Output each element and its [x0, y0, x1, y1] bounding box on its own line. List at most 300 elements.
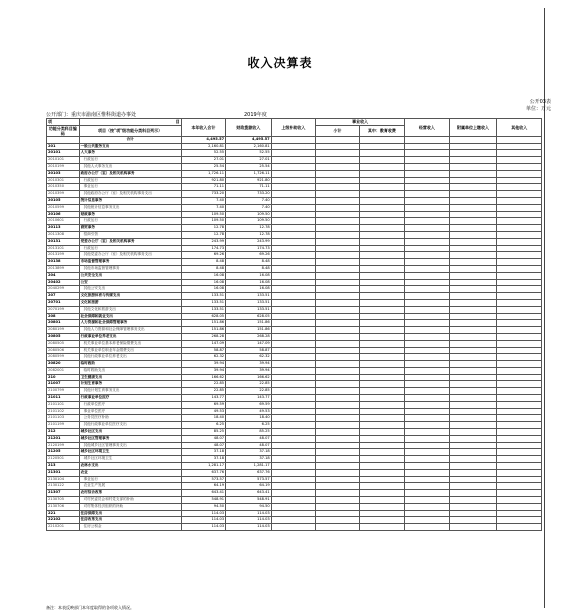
- code-cell: 21205: [47, 449, 80, 456]
- operating-cell: [405, 157, 450, 164]
- operating-cell: [405, 197, 450, 204]
- name-cell: 财政事务: [79, 211, 181, 218]
- education-fee-cell: [359, 197, 405, 204]
- business-subtotal-cell: [316, 374, 359, 381]
- education-fee-cell: [359, 163, 405, 170]
- operating-cell: [405, 320, 450, 327]
- other-cell: [497, 333, 542, 340]
- operating-cell: [405, 252, 450, 259]
- other-cell: [497, 347, 542, 354]
- operating-cell: [405, 367, 450, 374]
- total-income-cell: 7.40: [181, 197, 226, 204]
- business-subtotal-cell: [316, 306, 359, 313]
- total-income-cell: 25.54: [181, 163, 226, 170]
- code-cell: 2013199: [47, 252, 80, 259]
- business-subtotal-cell: [316, 231, 359, 238]
- business-subtotal-cell: [316, 320, 359, 327]
- operating-cell: [405, 333, 450, 340]
- affiliated-cell: [449, 401, 497, 408]
- other-cell: [497, 143, 542, 150]
- fiscal-cell: 52.55: [226, 150, 272, 157]
- operating-cell: [405, 265, 450, 272]
- affiliated-cell: [449, 150, 497, 157]
- table-row: [47, 408, 542, 415]
- operating-cell: [405, 469, 450, 476]
- other-cell: [497, 524, 542, 531]
- operating-cell: [405, 449, 450, 456]
- code-cell: 2130706: [47, 503, 80, 510]
- code-cell: 20701: [47, 299, 80, 306]
- total-income-cell: 58.87: [181, 347, 226, 354]
- education-fee-cell: [359, 510, 405, 517]
- affiliated-cell: [449, 197, 497, 204]
- other-cell: [497, 510, 542, 517]
- table-body: [47, 136, 542, 530]
- affiliated-cell: [449, 367, 497, 374]
- table-row: [47, 245, 542, 252]
- code-cell: 2010199: [47, 163, 80, 170]
- other-cell: [497, 517, 542, 524]
- total-income-cell: 18.40: [181, 415, 226, 422]
- code-cell: 20138: [47, 259, 80, 266]
- code-cell: 20801: [47, 320, 80, 327]
- table-row: [47, 327, 542, 334]
- name-cell: 其他市场监督管理事务: [79, 265, 181, 272]
- business-subtotal-cell: [316, 259, 359, 266]
- other-cell: [497, 279, 542, 286]
- superior-cell: [271, 197, 316, 204]
- income-table: [46, 118, 542, 531]
- business-subtotal-cell: [316, 456, 359, 463]
- table-row: [47, 184, 542, 191]
- fiscal-cell: 39.94: [226, 361, 272, 368]
- fiscal-cell: 151.86: [226, 320, 272, 327]
- name-cell: 卫生健康支出: [79, 374, 181, 381]
- superior-cell: [271, 299, 316, 306]
- education-fee-cell: [359, 524, 405, 531]
- name-cell: 农村综合改革: [79, 490, 181, 497]
- table-row: [47, 218, 542, 225]
- table-row: [47, 238, 542, 245]
- other-cell: [497, 231, 542, 238]
- other-cell: [497, 408, 542, 415]
- table-row: [47, 163, 542, 170]
- table-row: [47, 388, 542, 395]
- code-cell: 2070199: [47, 306, 80, 313]
- total-income-cell: 16.08: [181, 272, 226, 279]
- fiscal-cell: 62.32: [226, 354, 272, 361]
- total-income-cell: 69.59: [181, 401, 226, 408]
- operating-cell: [405, 408, 450, 415]
- table-row: [47, 354, 542, 361]
- code-cell: 2011308: [47, 231, 80, 238]
- operating-cell: [405, 361, 450, 368]
- total-income-cell: 2,160.81: [181, 143, 226, 150]
- other-cell: [497, 259, 542, 266]
- affiliated-cell: [449, 225, 497, 232]
- code-cell: 22102: [47, 517, 80, 524]
- header-name: 项目（按"项"级功能分类科目列示）: [79, 125, 181, 136]
- table-row: [47, 279, 542, 286]
- affiliated-cell: [449, 218, 497, 225]
- code-cell: 2100799: [47, 388, 80, 395]
- affiliated-cell: [449, 354, 497, 361]
- education-fee-cell: [359, 231, 405, 238]
- header-row: [47, 119, 542, 126]
- fiscal-cell: 921.80: [226, 177, 272, 184]
- fiscal-cell: 174.73: [226, 245, 272, 252]
- other-cell: [497, 184, 542, 191]
- other-cell: [497, 456, 542, 463]
- other-cell: [497, 299, 542, 306]
- education-fee-cell: [359, 259, 405, 266]
- table-row: [47, 204, 542, 211]
- code-cell: 21307: [47, 490, 80, 497]
- name-cell: 文化和旅游: [79, 299, 181, 306]
- total-income-cell: 243.99: [181, 238, 226, 245]
- business-subtotal-cell: [316, 143, 359, 150]
- table-row: [47, 374, 542, 381]
- code-cell: 207: [47, 293, 80, 300]
- business-subtotal-cell: [316, 469, 359, 476]
- name-cell: 其他统计信息事务支出: [79, 204, 181, 211]
- operating-cell: [405, 306, 450, 313]
- table-row: [47, 197, 542, 204]
- business-subtotal-cell: [316, 503, 359, 510]
- affiliated-cell: [449, 327, 497, 334]
- superior-cell: [271, 490, 316, 497]
- superior-cell: [271, 143, 316, 150]
- other-cell: [497, 354, 542, 361]
- table-row: [47, 469, 542, 476]
- name-cell: 其他人力资源和社会保障管理事务支出: [79, 327, 181, 334]
- education-fee-cell: [359, 170, 405, 177]
- operating-cell: [405, 143, 450, 150]
- operating-cell: [405, 456, 450, 463]
- name-cell: 招商引资: [79, 231, 181, 238]
- business-subtotal-cell: [316, 163, 359, 170]
- operating-cell: [405, 299, 450, 306]
- operating-cell: [405, 245, 450, 252]
- operating-cell: [405, 225, 450, 232]
- business-subtotal-cell: [316, 157, 359, 164]
- affiliated-cell: [449, 497, 497, 504]
- affiliated-cell: [449, 265, 497, 272]
- education-fee-cell: [359, 150, 405, 157]
- total-income-cell: 49.53: [181, 408, 226, 415]
- table-row: [47, 313, 542, 320]
- education-fee-cell: [359, 252, 405, 259]
- education-fee-cell: [359, 435, 405, 442]
- total-income-cell: 921.80: [181, 177, 226, 184]
- affiliated-cell: [449, 204, 497, 211]
- header-code: 功能分类科目编码: [47, 125, 80, 136]
- business-subtotal-cell: [316, 490, 359, 497]
- code-cell: 20101: [47, 150, 80, 157]
- business-subtotal-cell: [316, 497, 359, 504]
- operating-cell: [405, 415, 450, 422]
- fiscal-cell: 1,726.11: [226, 170, 272, 177]
- fiscal-cell: 151.86: [226, 327, 272, 334]
- table-row: [47, 333, 542, 340]
- total-income-cell: 143.77: [181, 395, 226, 402]
- superior-cell: [271, 429, 316, 436]
- affiliated-cell: [449, 469, 497, 476]
- other-cell: [497, 435, 542, 442]
- superior-cell: [271, 347, 316, 354]
- affiliated-cell: [449, 347, 497, 354]
- total-income-cell: 114.03: [181, 517, 226, 524]
- fiscal-cell: 7.40: [226, 197, 272, 204]
- education-fee-cell: [359, 517, 405, 524]
- header-other: 其他收入: [497, 119, 542, 137]
- other-cell: [497, 340, 542, 347]
- affiliated-cell: [449, 476, 497, 483]
- superior-cell: [271, 150, 316, 157]
- other-cell: [497, 265, 542, 272]
- code-cell: 20105: [47, 197, 80, 204]
- superior-cell: [271, 476, 316, 483]
- name-cell: 商贸事务: [79, 225, 181, 232]
- code-cell: 2082001: [47, 367, 80, 374]
- table-row: [47, 272, 542, 279]
- education-fee-cell: [359, 401, 405, 408]
- superior-cell: [271, 524, 316, 531]
- other-cell: [497, 306, 542, 313]
- superior-cell: [271, 238, 316, 245]
- other-cell: [497, 177, 542, 184]
- business-subtotal-cell: [316, 265, 359, 272]
- other-cell: [497, 327, 542, 334]
- code-cell: 204: [47, 272, 80, 279]
- code-cell: 212: [47, 429, 80, 436]
- total-income-cell: 174.73: [181, 245, 226, 252]
- code-cell: 2101199: [47, 422, 80, 429]
- superior-cell: [271, 327, 316, 334]
- header-total-income: 本年收入合计: [181, 119, 226, 137]
- business-subtotal-cell: [316, 286, 359, 293]
- table-row: [47, 510, 542, 517]
- affiliated-cell: [449, 388, 497, 395]
- affiliated-cell: [449, 252, 497, 259]
- year-label: 2019年度: [244, 112, 267, 118]
- name-cell: 文化旅游体育与传媒支出: [79, 293, 181, 300]
- operating-cell: [405, 231, 450, 238]
- affiliated-cell: [449, 374, 497, 381]
- education-fee-cell: [359, 388, 405, 395]
- fiscal-cell: 37.18: [226, 449, 272, 456]
- department-label: 公开部门：重庆市渝南区惟科街道办事处: [46, 112, 137, 118]
- education-fee-cell: [359, 497, 405, 504]
- other-cell: [497, 476, 542, 483]
- affiliated-cell: [449, 415, 497, 422]
- affiliated-cell: [449, 463, 497, 470]
- fiscal-cell: 637.76: [226, 469, 272, 476]
- total-income-cell: 1,281.17: [181, 463, 226, 470]
- operating-cell: [405, 503, 450, 510]
- education-fee-cell: [359, 361, 405, 368]
- table-row: [47, 306, 542, 313]
- business-subtotal-cell: [316, 388, 359, 395]
- superior-cell: [271, 361, 316, 368]
- education-fee-cell: [359, 374, 405, 381]
- total-income-cell: 133.51: [181, 306, 226, 313]
- education-fee-cell: [359, 143, 405, 150]
- code-cell: 208: [47, 313, 80, 320]
- name-cell: 住房保障支出: [79, 510, 181, 517]
- name-cell: 行政运行: [79, 245, 181, 252]
- superior-cell: [271, 170, 316, 177]
- table-row: [47, 483, 542, 490]
- total-income-cell: 8.48: [181, 265, 226, 272]
- code-cell: 21007: [47, 381, 80, 388]
- education-fee-cell: [359, 293, 405, 300]
- fiscal-cell: 133.51: [226, 293, 272, 300]
- business-subtotal-cell: [316, 449, 359, 456]
- business-subtotal-cell: [316, 170, 359, 177]
- table-row: [47, 177, 542, 184]
- fiscal-cell: 109.50: [226, 211, 272, 218]
- operating-cell: [405, 381, 450, 388]
- affiliated-cell: [449, 510, 497, 517]
- education-fee-cell: [359, 218, 405, 225]
- table-row: [47, 381, 542, 388]
- fiscal-cell: 71.11: [226, 184, 272, 191]
- code-cell: 21201: [47, 435, 80, 442]
- total-income-cell: 109.50: [181, 211, 226, 218]
- header-affiliated: 附属单位上缴收入: [449, 119, 497, 137]
- fiscal-cell: 133.51: [226, 306, 272, 313]
- education-fee-cell: [359, 483, 405, 490]
- business-subtotal-cell: [316, 136, 359, 143]
- name-cell: 临时救助: [79, 361, 181, 368]
- business-subtotal-cell: [316, 463, 359, 470]
- education-fee-cell: [359, 184, 405, 191]
- other-cell: [497, 170, 542, 177]
- fiscal-cell: 733.20: [226, 191, 272, 198]
- name-cell: 住房改革支出: [79, 517, 181, 524]
- total-income-cell: 268.28: [181, 333, 226, 340]
- other-cell: [497, 449, 542, 456]
- fiscal-cell: 114.03: [226, 510, 272, 517]
- name-cell: 事业单位医疗: [79, 408, 181, 415]
- total-income-cell: 12.78: [181, 225, 226, 232]
- affiliated-cell: [449, 231, 497, 238]
- education-fee-cell: [359, 157, 405, 164]
- operating-cell: [405, 259, 450, 266]
- business-subtotal-cell: [316, 225, 359, 232]
- affiliated-cell: [449, 381, 497, 388]
- total-income-cell: 37.18: [181, 456, 226, 463]
- fiscal-cell: 16.08: [226, 286, 272, 293]
- name-cell: 其他行政事业单位养老支出: [79, 354, 181, 361]
- name-cell: 社会保障和就业支出: [79, 313, 181, 320]
- operating-cell: [405, 476, 450, 483]
- affiliated-cell: [449, 177, 497, 184]
- fiscal-cell: 22.85: [226, 388, 272, 395]
- table-row: [47, 170, 542, 177]
- operating-cell: [405, 524, 450, 531]
- education-fee-cell: [359, 286, 405, 293]
- other-cell: [497, 225, 542, 232]
- operating-cell: [405, 177, 450, 184]
- fiscal-cell: 114.03: [226, 524, 272, 531]
- other-cell: [497, 442, 542, 449]
- operating-cell: [405, 184, 450, 191]
- table-row: [47, 435, 542, 442]
- fiscal-cell: 109.50: [226, 218, 272, 225]
- table-row: [47, 463, 542, 470]
- name-cell: 事业运行: [79, 184, 181, 191]
- business-subtotal-cell: [316, 238, 359, 245]
- name-cell: 住房公积金: [79, 524, 181, 531]
- total-income-cell: 643.41: [181, 490, 226, 497]
- header-mu: 目: [79, 119, 181, 126]
- table-row: [47, 347, 542, 354]
- fiscal-cell: 85.25: [226, 429, 272, 436]
- name-cell: 其他城乡社区管理事务支出: [79, 442, 181, 449]
- other-cell: [497, 252, 542, 259]
- business-subtotal-cell: [316, 211, 359, 218]
- total-income-cell: 52.55: [181, 150, 226, 157]
- name-cell: 市场监督管理事务: [79, 259, 181, 266]
- code-cell: 2010350: [47, 184, 80, 191]
- total-income-cell: 16.08: [181, 279, 226, 286]
- affiliated-cell: [449, 272, 497, 279]
- name-cell: 其他行政事业单位医疗支出: [79, 422, 181, 429]
- superior-cell: [271, 204, 316, 211]
- name-cell: 事业运行: [79, 476, 181, 483]
- name-cell: 临时救助支出: [79, 367, 181, 374]
- affiliated-cell: [449, 184, 497, 191]
- operating-cell: [405, 422, 450, 429]
- superior-cell: [271, 388, 316, 395]
- name-cell: 农业生产发展: [79, 483, 181, 490]
- fiscal-cell: 48.07: [226, 435, 272, 442]
- code-cell: 2130104: [47, 476, 80, 483]
- business-subtotal-cell: [316, 184, 359, 191]
- code-cell: 20402: [47, 279, 80, 286]
- fiscal-cell: 628.05: [226, 313, 272, 320]
- fiscal-cell: 243.99: [226, 238, 272, 245]
- education-fee-cell: [359, 306, 405, 313]
- code-cell: 2210201: [47, 524, 80, 531]
- fiscal-cell: 94.50: [226, 503, 272, 510]
- operating-cell: [405, 313, 450, 320]
- name-cell: 其他党委办公厅（室）及相关机构事务支出: [79, 252, 181, 259]
- education-fee-cell: [359, 211, 405, 218]
- superior-cell: [271, 381, 316, 388]
- education-fee-cell: [359, 415, 405, 422]
- other-cell: [497, 483, 542, 490]
- header-business: 事业收入: [316, 119, 405, 126]
- other-cell: [497, 204, 542, 211]
- affiliated-cell: [449, 245, 497, 252]
- name-cell: 合计: [79, 136, 181, 143]
- superior-cell: [271, 456, 316, 463]
- table-row: [47, 150, 542, 157]
- other-cell: [497, 238, 542, 245]
- code-cell: 2010301: [47, 177, 80, 184]
- total-income-cell: 48.07: [181, 442, 226, 449]
- name-cell: 计划生育事务: [79, 381, 181, 388]
- other-cell: [497, 197, 542, 204]
- fiscal-cell: 133.51: [226, 299, 272, 306]
- code-cell: 2120199: [47, 442, 80, 449]
- code-cell: 2080199: [47, 327, 80, 334]
- superior-cell: [271, 415, 316, 422]
- education-fee-cell: [359, 204, 405, 211]
